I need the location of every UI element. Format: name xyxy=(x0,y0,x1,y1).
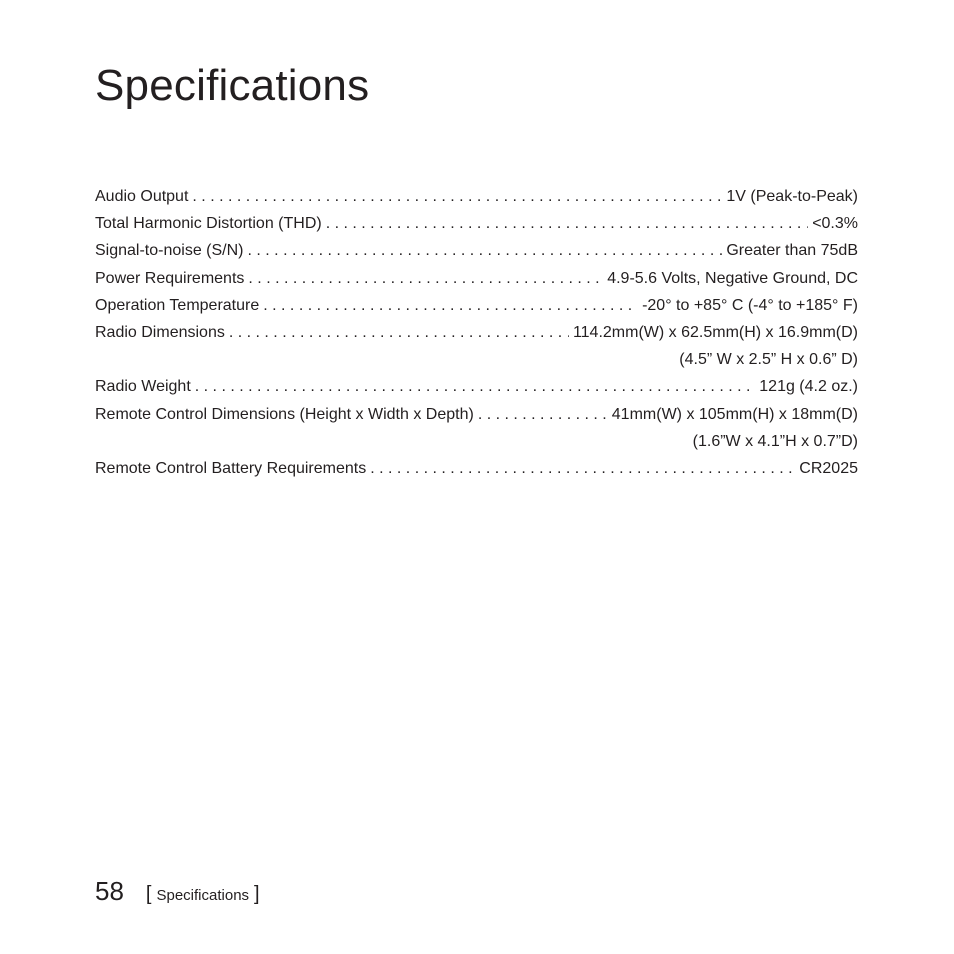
spec-value: 41mm(W) x 105mm(H) x 18mm(D) xyxy=(611,405,858,423)
dot-leader xyxy=(195,373,756,400)
spec-row-signal-to-noise xyxy=(95,237,858,264)
spec-label: Audio Output xyxy=(95,188,189,205)
dot-leader xyxy=(326,210,808,237)
bracket-close: ] xyxy=(254,883,260,905)
page-footer xyxy=(95,878,260,906)
spec-label: Remote Control Battery Requirements xyxy=(95,459,367,477)
dot-leader xyxy=(478,401,608,428)
spec-value: -20° to +85° C (-4° to +185° F) xyxy=(642,296,858,314)
spec-value-continuation: (4.5” W x 2.5” H x 0.6” D) xyxy=(679,351,858,369)
spec-label: Total Harmonic Distortion (THD) xyxy=(95,215,322,233)
dot-leader xyxy=(229,319,569,346)
spec-label: Operation Temperature xyxy=(95,296,260,314)
spec-label: Remote Control Dimensions (Height x Width x Depth) xyxy=(95,405,474,423)
spec-row-radio-dimensions-imperial xyxy=(95,346,858,373)
spec-row-audio-output xyxy=(95,183,858,210)
spec-label: Power Requirements xyxy=(95,269,245,287)
spec-value: <0.3% xyxy=(812,215,858,233)
spec-row-thd xyxy=(95,210,858,237)
dot-leader xyxy=(248,265,603,292)
dot-leader xyxy=(192,183,722,210)
spec-label: Radio Weight xyxy=(95,378,191,396)
spec-row-remote-battery xyxy=(95,455,858,482)
spec-row-radio-dimensions xyxy=(95,319,858,346)
dot-leader xyxy=(370,455,795,482)
spec-row-power-requirements xyxy=(95,265,858,292)
page-number: 58 xyxy=(95,876,124,906)
dot-leader xyxy=(263,292,638,319)
section-label: Specifications xyxy=(156,887,250,904)
spec-row-radio-weight xyxy=(95,373,858,400)
spec-value: Greater than 75dB xyxy=(726,242,858,260)
section-tag xyxy=(146,883,260,906)
spec-row-operation-temperature xyxy=(95,292,858,319)
spec-value: 121g (4.2 oz.) xyxy=(759,378,858,396)
spec-label: Radio Dimensions xyxy=(95,323,225,341)
specifications-list xyxy=(95,183,858,482)
dot-leader xyxy=(248,237,723,264)
spec-value: 114.2mm(W) x 62.5mm(H) x 16.9mm(D) xyxy=(572,323,858,341)
spec-value-continuation: (1.6”W x 4.1”H x 0.7”D) xyxy=(692,432,858,450)
spec-row-remote-dimensions-imperial xyxy=(95,428,858,455)
page-title: Specifications xyxy=(95,61,370,110)
spec-label: Signal-to-noise (S/N) xyxy=(95,242,244,260)
spec-value: CR2025 xyxy=(799,459,858,477)
bracket-open: [ xyxy=(145,883,152,905)
spec-value: 1V (Peak-to-Peak) xyxy=(726,188,858,205)
spec-value: 4.9-5.6 Volts, Negative Ground, DC xyxy=(607,269,858,287)
spec-row-remote-dimensions xyxy=(95,401,858,428)
